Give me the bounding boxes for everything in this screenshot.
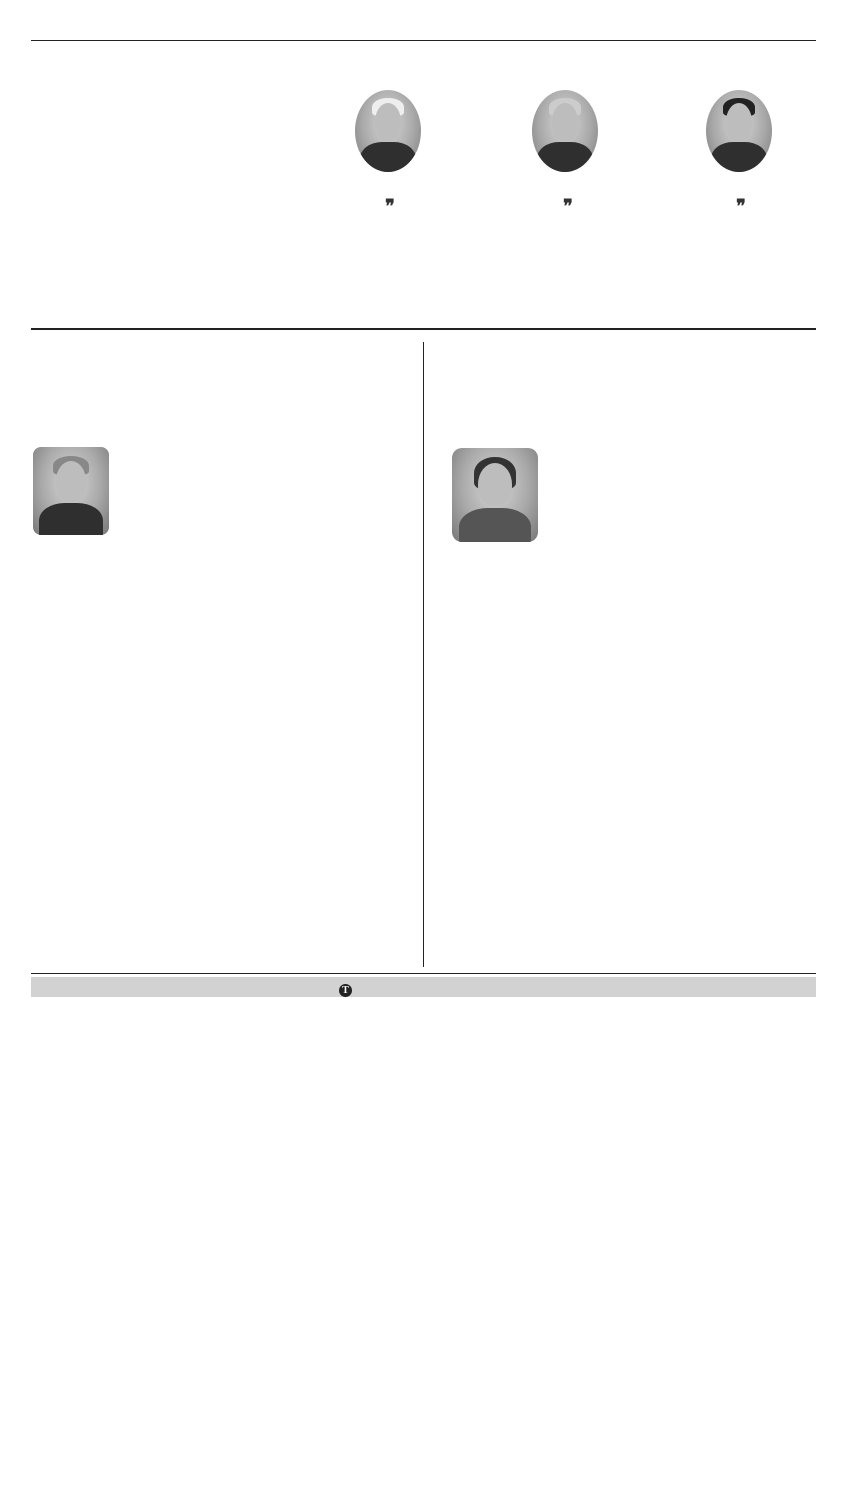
right-article-body <box>450 548 818 908</box>
letters-title <box>339 980 356 997</box>
letters-top-rule <box>31 973 816 974</box>
portrait-lee <box>706 90 772 172</box>
quote-merz <box>486 198 652 214</box>
quote-trump <box>308 198 474 214</box>
letters-column-1 <box>37 1036 189 1477</box>
portrait-trump <box>355 90 421 172</box>
tribune-logo-icon: T <box>339 984 352 997</box>
top-rule <box>31 40 816 41</box>
author-photo-haque <box>33 447 109 535</box>
quote-mark-icon: ❞ <box>563 196 573 216</box>
quote-mark-icon: ❞ <box>736 196 746 216</box>
letters-banner <box>31 977 816 997</box>
quote-mark-icon: ❞ <box>385 196 395 216</box>
left-article-column-2 <box>226 543 413 871</box>
column-divider <box>423 342 424 967</box>
portrait-merz <box>532 90 598 172</box>
letters-column-2 <box>195 1006 341 1477</box>
quote-lee <box>662 198 822 214</box>
section-rule <box>31 328 816 330</box>
left-article-column-1 <box>31 543 218 955</box>
author-photo-najam <box>452 448 538 542</box>
